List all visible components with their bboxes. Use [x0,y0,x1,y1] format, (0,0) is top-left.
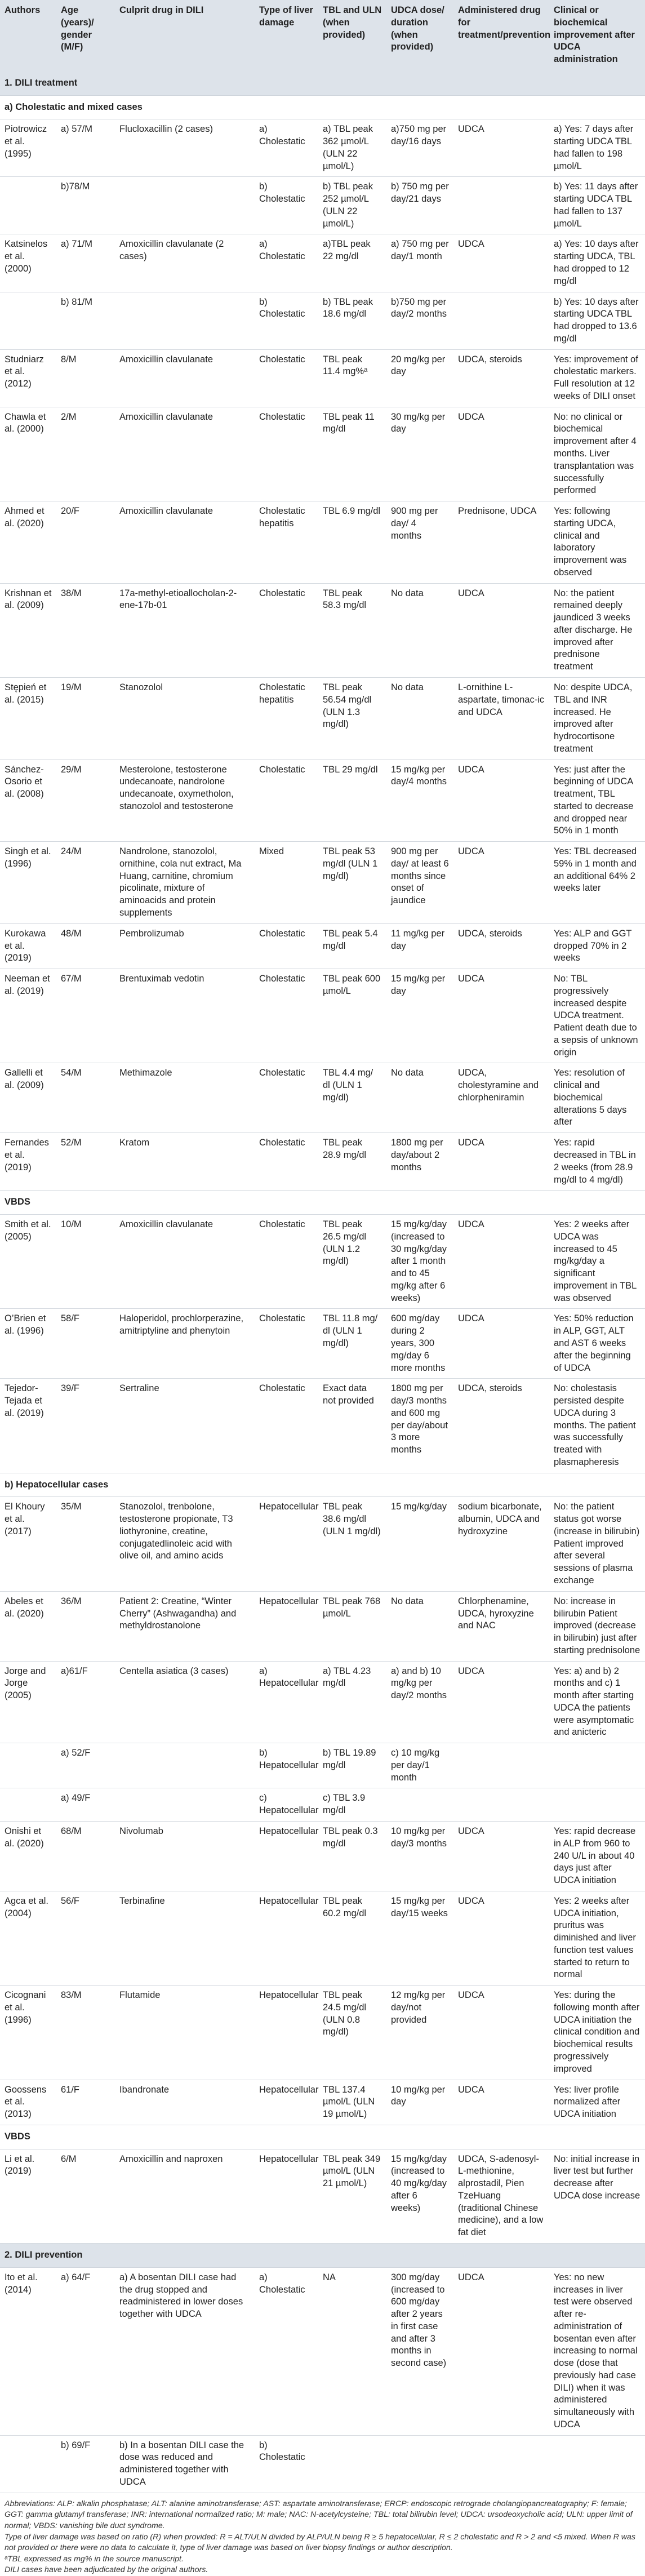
cell-culprit-drug: Amoxicillin clavulanate (2 cases) [115,234,255,292]
cell-liver-damage: Hepatocellular [255,2080,318,2125]
cell-tbl-uln: TBL peak 11.4 mg%ᵃ [318,349,386,407]
cell-udca-dose: b) 750 mg per day/21 days [386,177,453,234]
cell-liver-damage: b) Cholestatic [255,177,318,234]
cell-age-gender: 68/M [56,1822,115,1891]
subsection-heading-row [0,95,645,119]
cell-tbl-uln: TBL peak 28.9 mg/dl [318,1133,386,1191]
table-body [0,72,645,2493]
cell-liver-damage: Hepatocellular [255,1891,318,1985]
table-row [0,234,645,292]
table-row [0,501,645,584]
cell-tbl-uln: a)TBL peak 22 mg/dl [318,234,386,292]
cell-liver-damage: Cholestatic [255,1215,318,1309]
table-row [0,1309,645,1379]
cell-liver-damage: Cholestatic [255,969,318,1063]
cell-liver-damage: b) Cholestatic [255,292,318,349]
cell-age-gender: 39/F [56,1379,115,1473]
cell-improvement [549,1788,645,1822]
cell-udca-dose: 15 mg/kg/day [386,1497,453,1591]
footnote-abbreviations: Abbreviations: ALP: alkalin phosphatase; ALT: alanine aminotransferase; AST: aspartate aminotransferase; ERCP: endoscopic retrograde cholangiopancreatography; F: female; GGT: gamma glutamyl transferase; INR: international normalized ratio; M: male; NAC: N-acetylcysteine; TBL: total bilirubin level; UDCA: ursodeoxycholic acid; ULN: upper limit of normal; VBDS: vanishing bile duct syndrome. [5,2499,633,2530]
cell-improvement: Yes: ALP and GGT dropped 70% in 2 weeks [549,923,645,969]
cell-tbl-uln: c) TBL 3.9 mg/dl [318,1788,386,1822]
cell-culprit-drug [115,177,255,234]
cell-administered-drug: UDCA, S-adenosyl-L-methionine, alprostadil, Pien TzeHuang (traditional Chinese medicine), and a low fat diet [453,2149,549,2243]
subsection-heading-row [0,1191,645,1215]
table-row [0,1133,645,1191]
cell-liver-damage: Hepatocellular [255,1591,318,1661]
cell-tbl-uln: TBL 4.4 mg/ dl (ULN 1 mg/dl) [318,1063,386,1133]
cell-tbl-uln: TBL peak 26.5 mg/dl (ULN 1.2 mg/dl) [318,1215,386,1309]
cell-udca-dose: No data [386,1063,453,1133]
cell-liver-damage: Hepatocellular [255,1497,318,1591]
cell-age-gender: a)61/F [56,1661,115,1743]
cell-age-gender: a) 71/M [56,234,115,292]
cell-liver-damage: Cholestatic [255,1379,318,1473]
cell-udca-dose: No data [386,583,453,677]
cell-improvement [549,2435,645,2493]
cell-tbl-uln: TBL peak 60.2 mg/dl [318,1891,386,1985]
cell-improvement: Yes: resolution of clinical and biochemical alterations 5 days after [549,1063,645,1133]
cell-culprit-drug: Ibandronate [115,2080,255,2125]
cell-authors: Ahmed et al. (2020) [0,501,56,584]
cell-tbl-uln: TBL 6.9 mg/dl [318,501,386,584]
cell-improvement: Yes: during the following month after UDCA initiation the clinical condition and biochemical results progressively improved [549,1986,645,2080]
cell-liver-damage: Hepatocellular [255,2149,318,2243]
cell-liver-damage: Cholestatic [255,583,318,677]
cell-administered-drug [453,1743,549,1788]
cell-liver-damage: Mixed [255,842,318,924]
header-improvement: Clinical or biochemical improvement after UDCA administration [549,0,645,72]
cell-culprit-drug [115,1788,255,1822]
cell-administered-drug: UDCA [453,407,549,501]
cell-age-gender: 58/F [56,1309,115,1379]
cell-age-gender: 19/M [56,677,115,760]
cell-culprit-drug: Nandrolone, stanozolol, ornithine, cola nut extract, Ma Huang, carnitine, chromium picolinate, mixture of aminoacids and protein supplements [115,842,255,924]
cell-authors: Katsinelos et al. (2000) [0,234,56,292]
cell-liver-damage: a) Hepatocellular [255,1661,318,1743]
cell-liver-damage: a) Cholestatic [255,119,318,177]
cell-age-gender: 20/F [56,501,115,584]
cell-administered-drug: UDCA, steroids [453,923,549,969]
cell-administered-drug [453,2435,549,2493]
cell-udca-dose: 12 mg/kg per day/not provided [386,1986,453,2080]
cell-liver-damage: Cholestatic [255,1133,318,1191]
cell-udca-dose: a) 750 mg per day/1 month [386,234,453,292]
cell-age-gender: 38/M [56,583,115,677]
table-row [0,119,645,177]
cell-culprit-drug: Methimazole [115,1063,255,1133]
cell-administered-drug: L-ornithine L-aspartate, timonac-ic and UDCA [453,677,549,760]
cell-liver-damage: Cholestatic hepatitis [255,501,318,584]
cell-udca-dose: a) and b) 10 mg/kg per day/2 months [386,1661,453,1743]
cell-administered-drug: UDCA, cholestyramine and chlorpheniramin [453,1063,549,1133]
cell-tbl-uln: TBL peak 38.6 mg/dl (ULN 1 mg/dl) [318,1497,386,1591]
cell-authors [0,292,56,349]
table-row [0,760,645,842]
cell-administered-drug: UDCA [453,1309,549,1379]
table-row [0,2267,645,2435]
cell-age-gender: 35/M [56,1497,115,1591]
cell-age-gender: 10/M [56,1215,115,1309]
table-row [0,1743,645,1788]
cell-udca-dose: No data [386,677,453,760]
cell-tbl-uln: b) TBL peak 18.6 mg/dl [318,292,386,349]
section-heading-row [0,2243,645,2267]
cell-udca-dose: 15 mg/kg/day (increased to 40 mg/kg/day after 6 weeks) [386,2149,453,2243]
cell-improvement: Yes: just after the beginning of UDCA treatment, TBL started to decrease and dropped near 50% in 1 month [549,760,645,842]
cell-age-gender: 6/M [56,2149,115,2243]
subsection-heading-row [0,2125,645,2149]
cell-administered-drug: UDCA [453,842,549,924]
cell-age-gender: b) 81/M [56,292,115,349]
cell-authors [0,177,56,234]
cell-liver-damage: Cholestatic [255,923,318,969]
cell-authors [0,2435,56,2493]
cell-administered-drug: UDCA [453,1133,549,1191]
subsection-heading: b) Hepatocellular cases [0,1473,645,1497]
cell-improvement: No: despite UDCA, TBL and INR increased. He improved after hydrocortisone treatment [549,677,645,760]
cell-age-gender: 24/M [56,842,115,924]
cell-authors: Tejedor-Tejada et al. (2019) [0,1379,56,1473]
cell-authors: Abeles et al. (2020) [0,1591,56,1661]
table-row [0,1986,645,2080]
cell-liver-damage: Hepatocellular [255,1986,318,2080]
cell-administered-drug: UDCA [453,2080,549,2125]
cell-administered-drug: sodium bicarbonate, albumin, UDCA and hydroxyzine [453,1497,549,1591]
cell-udca-dose [386,1788,453,1822]
cell-udca-dose: 20 mg/kg per day [386,349,453,407]
cell-age-gender: 56/F [56,1891,115,1985]
cell-udca-dose: 1800 mg per day/about 2 months [386,1133,453,1191]
table-row [0,677,645,760]
cell-liver-damage: a) Cholestatic [255,2267,318,2435]
cell-udca-dose: 11 mg/kg per day [386,923,453,969]
cell-improvement [549,1743,645,1788]
cell-culprit-drug: Flucloxacillin (2 cases) [115,119,255,177]
cell-culprit-drug: Stanozolol, trenbolone, testosterone propionate, T3 liothyronine, creatine, conjugatedlinoleic acid with olive oil, and amino acids [115,1497,255,1591]
cell-improvement: Yes: improvement of cholestatic markers. Full resolution at 12 weeks of DILI onset [549,349,645,407]
cell-authors: Neeman et al. (2019) [0,969,56,1063]
header-culprit-drug: Culprit drug in DILI [115,0,255,72]
cell-improvement: a) Yes: 7 days after starting UDCA TBL had fallen to 198 µmol/L [549,119,645,177]
cell-tbl-uln: TBL peak 11 mg/dl [318,407,386,501]
cell-culprit-drug: Amoxicillin clavulanate [115,1215,255,1309]
cell-udca-dose: b)750 mg per day/2 months [386,292,453,349]
cell-age-gender: a) 49/F [56,1788,115,1822]
cell-udca-dose: 600 mg/day during 2 years, 300 mg/day 6 more months [386,1309,453,1379]
cell-liver-damage: Cholestatic [255,1309,318,1379]
cell-administered-drug: UDCA, steroids [453,349,549,407]
cell-age-gender: 29/M [56,760,115,842]
cell-authors: Singh et al. (1996) [0,842,56,924]
cell-tbl-uln: b) TBL 19.89 mg/dl [318,1743,386,1788]
cell-liver-damage: a) Cholestatic [255,234,318,292]
cell-administered-drug: UDCA [453,1986,549,2080]
cell-improvement: No: no clinical or biochemical improvement after 4 months. Liver transplantation was successfully performed [549,407,645,501]
table-row [0,1661,645,1743]
cell-authors: Kurokawa et al. (2019) [0,923,56,969]
footnote-adjudication: DILI cases have been adjudicated by the original authors. [5,2565,208,2575]
table-row [0,1788,645,1822]
cell-administered-drug: UDCA [453,583,549,677]
cell-tbl-uln: TBL 29 mg/dl [318,760,386,842]
cell-culprit-drug: Stanozolol [115,677,255,760]
header-administered-drug: Administered drug for treatment/prevention [453,0,549,72]
cell-culprit-drug [115,1743,255,1788]
cell-improvement: No: the patient remained deeply jaundiced 3 weeks after discharge. He improved after prednisone treatment [549,583,645,677]
cell-administered-drug: UDCA [453,1215,549,1309]
cell-tbl-uln: b) TBL peak 252 µmol/L (ULN 22 µmol/L) [318,177,386,234]
cell-culprit-drug: Amoxicillin and naproxen [115,2149,255,2243]
section-heading-row [0,72,645,95]
cell-authors: Krishnan et al. (2009) [0,583,56,677]
section-heading: 1. DILI treatment [0,72,645,95]
cell-udca-dose: 10 mg/kg per day [386,2080,453,2125]
cell-administered-drug: UDCA [453,2267,549,2435]
cell-liver-damage: b) Hepatocellular [255,1743,318,1788]
section-heading: 2. DILI prevention [0,2243,645,2267]
cell-liver-damage: Cholestatic hepatitis [255,677,318,760]
cell-culprit-drug: a) A bosentan DILI case had the drug stopped and readministered in lower doses together with UDCA [115,2267,255,2435]
cell-administered-drug: Prednisone, UDCA [453,501,549,584]
table-row [0,1891,645,1985]
cell-culprit-drug [115,292,255,349]
cell-authors: Agca et al. (2004) [0,1891,56,1985]
cell-udca-dose: a)750 mg per day/16 days [386,119,453,177]
table-row [0,1497,645,1591]
header-age-gender: Age (years)/ gender (M/F) [56,0,115,72]
cell-authors: El Khoury et al. (2017) [0,1497,56,1591]
cell-culprit-drug: Amoxicillin clavulanate [115,501,255,584]
cell-udca-dose: 300 mg/day (increased to 600 mg/day after 2 years in first case and after 3 months in second case) [386,2267,453,2435]
subsection-heading: a) Cholestatic and mixed cases [0,95,645,119]
cell-authors: Onishi et al. (2020) [0,1822,56,1891]
cell-improvement: Yes: rapid decrease in ALP from 960 to 240 U/L in about 40 days just after UDCA initiation [549,1822,645,1891]
cell-tbl-uln [318,2435,386,2493]
cell-udca-dose: 900 mg per day/ 4 months [386,501,453,584]
cell-improvement: Yes: a) and b) 2 months and c) 1 month after starting UDCA the patients were asymptomatic and anicteric [549,1661,645,1743]
cell-culprit-drug: Patient 2: Creatine, “Winter Cherry” (Ashwagandha) and methyldrostanolone [115,1591,255,1661]
cell-tbl-uln: a) TBL 4.23 mg/dl [318,1661,386,1743]
table-row [0,407,645,501]
cell-udca-dose [386,2435,453,2493]
cell-improvement: No: initial increase in liver test but further decrease after UDCA dose increase [549,2149,645,2243]
cell-liver-damage: Cholestatic [255,1063,318,1133]
header-liver-damage: Type of liver damage [255,0,318,72]
cell-udca-dose: 1800 mg per day/3 months and 600 mg per day/about 3 more months [386,1379,453,1473]
cell-authors: O’Brien et al. (1996) [0,1309,56,1379]
cell-culprit-drug: Amoxicillin clavulanate [115,349,255,407]
cell-authors: Piotrowicz et al. (1995) [0,119,56,177]
cell-administered-drug [453,1788,549,1822]
cell-udca-dose: 10 mg/kg per day/3 months [386,1822,453,1891]
table-row [0,1063,645,1133]
cell-tbl-uln: a) TBL peak 362 µmol/L (ULN 22 µmol/L) [318,119,386,177]
table-header-row [0,0,645,72]
cell-udca-dose: No data [386,1591,453,1661]
cell-age-gender: b) 69/F [56,2435,115,2493]
cell-authors: Jorge and Jorge (2005) [0,1661,56,1743]
cell-tbl-uln: TBL 11.8 mg/ dl (ULN 1 mg/dl) [318,1309,386,1379]
cell-administered-drug: UDCA [453,1822,549,1891]
cell-administered-drug: Chlorphenamine, UDCA, hyroxyzine and NAC [453,1591,549,1661]
subsection-heading: VBDS [0,1191,645,1215]
cell-improvement: Yes: no new increases in liver test were observed after re-administration of bosentan even after increasing to normal dose (dose that previously had case DILI) when it was administered simultaneously with UDCA [549,2267,645,2435]
cell-udca-dose: 900 mg per day/ at least 6 months since onset of jaundice [386,842,453,924]
cell-improvement: No: cholestasis persisted despite UDCA during 3 months. The patient was successfully treated with plasmapheresis [549,1379,645,1473]
cell-authors [0,1743,56,1788]
cell-authors: Gallelli et al. (2009) [0,1063,56,1133]
cell-improvement: b) Yes: 11 days after starting UDCA TBL had fallen to 137 µmol/L [549,177,645,234]
cell-age-gender: 61/F [56,2080,115,2125]
cell-tbl-uln: TBL peak 5.4 mg/dl [318,923,386,969]
cell-tbl-uln: TBL peak 349 µmol/L (ULN 21 µmol/L) [318,2149,386,2243]
cell-culprit-drug: 17a-methyl-etioallocholan-2-ene-17b-01 [115,583,255,677]
table-row [0,842,645,924]
cell-age-gender: a) 52/F [56,1743,115,1788]
cell-age-gender: 36/M [56,1591,115,1661]
subsection-heading-row [0,1473,645,1497]
cell-improvement: b) Yes: 10 days after starting UDCA TBL had dropped to 13.6 mg/dl [549,292,645,349]
cell-administered-drug: UDCA [453,234,549,292]
cell-improvement: No: TBL progressively increased despite UDCA treatment. Patient death due to a sepsis of unknown origin [549,969,645,1063]
cell-udca-dose: 30 mg/kg per day [386,407,453,501]
table-row [0,349,645,407]
cell-authors: Goossens et al. (2013) [0,2080,56,2125]
table-row [0,1215,645,1309]
cell-culprit-drug: Sertraline [115,1379,255,1473]
cell-culprit-drug: b) In a bosentan DILI case the dose was reduced and administered together with UDCA [115,2435,255,2493]
cell-improvement: Yes: following starting UDCA, clinical and laboratory improvement was observed [549,501,645,584]
cell-administered-drug: UDCA, steroids [453,1379,549,1473]
cell-udca-dose: c) 10 mg/kg per day/1 month [386,1743,453,1788]
cell-udca-dose: 15 mg/kg per day [386,969,453,1063]
cell-authors: Fernandes et al. (2019) [0,1133,56,1191]
cell-udca-dose: 15 mg/kg/day (increased to 30 mg/kg/day after 1 month and to 45 mg/kg after 6 weeks) [386,1215,453,1309]
cell-tbl-uln: TBL peak 56.54 mg/dl (ULN 1.3 mg/dl) [318,677,386,760]
table-row [0,583,645,677]
table-row [0,292,645,349]
subsection-heading: VBDS [0,2125,645,2149]
cell-improvement: Yes: 50% reduction in ALP, GGT, ALT and AST 6 weeks after the beginning of UDCA [549,1309,645,1379]
cell-age-gender: a) 57/M [56,119,115,177]
cell-tbl-uln: Exact data not provided [318,1379,386,1473]
cell-liver-damage: Hepatocellular [255,1822,318,1891]
table-row [0,1379,645,1473]
cell-improvement: No: increase in bilirubin Patient improved (decrease in bilirubin) just after starting prednisolone [549,1591,645,1661]
cell-authors: Ito et al. (2014) [0,2267,56,2435]
table-row [0,2080,645,2125]
cell-culprit-drug: Mesterolone, testosterone undecanoate, nandrolone undecanoate, oxymetholon, stanozolol and testosterone [115,760,255,842]
cell-culprit-drug: Nivolumab [115,1822,255,1891]
cell-tbl-uln: TBL peak 600 µmol/L [318,969,386,1063]
header-tbl-uln: TBL and ULN (when provided) [318,0,386,72]
cell-culprit-drug: Flutamide [115,1986,255,2080]
cell-improvement: Yes: rapid decreased in TBL in 2 weeks (from 28.9 mg/dl to 4 mg/dl) [549,1133,645,1191]
table-row [0,2149,645,2243]
cell-age-gender: 8/M [56,349,115,407]
cell-liver-damage: Cholestatic [255,760,318,842]
cell-improvement: Yes: 2 weeks after UDCA was increased to 45 mg/kg/day a significant improvement in TBL was observed [549,1215,645,1309]
cell-liver-damage: c) Hepatocellular [255,1788,318,1822]
cell-age-gender: 48/M [56,923,115,969]
cell-administered-drug: UDCA [453,1661,549,1743]
cell-authors: Stępień et al. (2015) [0,677,56,760]
cell-authors [0,1788,56,1822]
header-authors: Authors [0,0,56,72]
cell-culprit-drug: Pembrolizumab [115,923,255,969]
cell-administered-drug [453,177,549,234]
cell-improvement: Yes: 2 weeks after UDCA initiation, pruritus was diminished and liver function test values started to return to normal [549,1891,645,1985]
cell-age-gender: b)78/M [56,177,115,234]
cell-authors: Sánchez-Osorio et al. (2008) [0,760,56,842]
cell-administered-drug: UDCA [453,119,549,177]
cell-culprit-drug: Centella asiatica (3 cases) [115,1661,255,1743]
table-row [0,923,645,969]
table-row [0,969,645,1063]
cell-age-gender: a) 64/F [56,2267,115,2435]
cell-improvement: Yes: TBL decreased 59% in 1 month and an additional 64% 2 weeks later [549,842,645,924]
cell-culprit-drug: Haloperidol, prochlorperazine, amitriptyline and phenytoin [115,1309,255,1379]
cell-tbl-uln: TBL peak 58.3 mg/dl [318,583,386,677]
header-udca-dose: UDCA dose/ duration (when provided) [386,0,453,72]
cell-culprit-drug: Brentuximab vedotin [115,969,255,1063]
cell-age-gender: 52/M [56,1133,115,1191]
cell-administered-drug: UDCA [453,1891,549,1985]
table-footnotes [0,2493,645,2576]
cell-improvement: Yes: liver profile normalized after UDCA initiation [549,2080,645,2125]
cell-authors: Li et al. (2019) [0,2149,56,2243]
footnote-liver-damage-ratio: Type of liver damage was based on ratio (R) when provided: R = ALT/ULN divided by ALP/ULN being R ≥ 5 hepatocellular, R ≤ 2 cholestatic and R > 2 and <5 mixed. When R was not provided or there were no data to calculate it, type of liver damage was based on liver biopsy findings or author description. [5,2532,636,2553]
table-row [0,2435,645,2493]
table-row [0,1822,645,1891]
cell-improvement: a) Yes: 10 days after starting UDCA, TBL had dropped to 12 mg/dl [549,234,645,292]
footnote-tbl-mg: ᵃTBL expressed as mg% in the source manuscript. [5,2554,184,2564]
cell-age-gender: 54/M [56,1063,115,1133]
cell-authors: Cicognani et al. (1996) [0,1986,56,2080]
cell-culprit-drug: Terbinafine [115,1891,255,1985]
cell-tbl-uln: TBL peak 0.3 mg/dl [318,1822,386,1891]
cell-udca-dose: 15 mg/kg per day/15 weeks [386,1891,453,1985]
cell-culprit-drug: Kratom [115,1133,255,1191]
cell-age-gender: 2/M [56,407,115,501]
cell-liver-damage: Cholestatic [255,349,318,407]
cell-authors: Chawla et al. (2000) [0,407,56,501]
cell-tbl-uln: TBL peak 768 µmol/L [318,1591,386,1661]
table-row [0,1591,645,1661]
cell-tbl-uln: TBL peak 53 mg/dl (ULN 1 mg/dl) [318,842,386,924]
cell-age-gender: 83/M [56,1986,115,2080]
cell-authors: Studniarz et al. (2012) [0,349,56,407]
cell-administered-drug [453,292,549,349]
cell-authors: Smith et al. (2005) [0,1215,56,1309]
cell-tbl-uln: TBL 137.4 µmol/L (ULN 19 µmol/L) [318,2080,386,2125]
cell-tbl-uln: TBL peak 24.5 mg/dl (ULN 0.8 mg/dl) [318,1986,386,2080]
cell-udca-dose: 15 mg/kg per day/4 months [386,760,453,842]
cell-improvement: No: the patient status got worse (increase in bilirubin) Patient improved after several sessions of plasma exchange [549,1497,645,1591]
cell-administered-drug: UDCA [453,760,549,842]
table-row [0,177,645,234]
cell-age-gender: 67/M [56,969,115,1063]
cell-tbl-uln: NA [318,2267,386,2435]
cell-culprit-drug: Amoxicillin clavulanate [115,407,255,501]
cell-liver-damage: b) Cholestatic [255,2435,318,2493]
cell-administered-drug: UDCA [453,969,549,1063]
cell-liver-damage: Cholestatic [255,407,318,501]
